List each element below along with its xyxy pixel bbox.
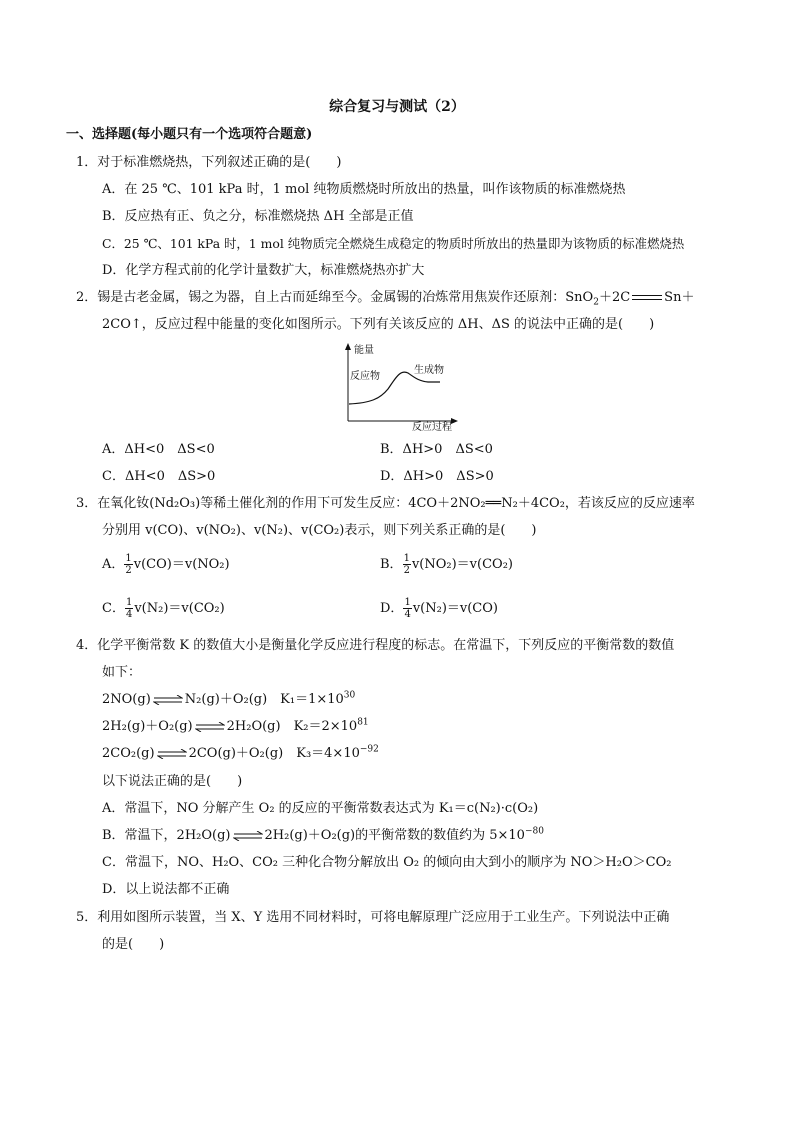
equilibrium-arrow-icon bbox=[157, 749, 187, 759]
equilibrium-arrow-icon bbox=[153, 695, 183, 705]
q1-stem: 1．对于标准燃烧热，下列叙述正确的是( ) bbox=[76, 155, 342, 170]
chart-x-label: 反应过程 bbox=[412, 422, 452, 433]
q2-stem: 2．锡是古老金属，锡之为器，自上古而延绵至今。金属锡的冶炼常用焦炭作还原剂：SnO$_2$＋2C Sn＋ bbox=[76, 290, 695, 308]
fraction bbox=[403, 597, 411, 620]
q4-option-b-right: 2H₂(g)＋O₂(g)的平衡常数的数值约为 5×10 bbox=[264, 828, 525, 843]
q2-stem-part3: Sn＋ bbox=[664, 290, 695, 305]
fraction bbox=[125, 597, 133, 620]
q3-option-a bbox=[102, 553, 230, 576]
reaction-3-exponent: −92 bbox=[359, 744, 379, 755]
q5-stem: 5．利用如图所示装置，当 X、Y 选用不同材料时，可将电解原理广泛应用于工业生产。下列说法中正确 bbox=[76, 910, 670, 925]
q2-stem-part1: 2．锡是古老金属，锡之为器，自上古而延绵至今。金属锡的冶炼常用焦炭作还原剂：SnO bbox=[76, 290, 594, 305]
q3-option-b-label: B． bbox=[380, 557, 403, 572]
q3-option-a-text: v(CO)＝v(NO₂) bbox=[133, 557, 230, 572]
q2-option-a: A．ΔH<0 ΔS<0 bbox=[102, 442, 215, 457]
q3-stem: 3．在氧化钕(Nd₂O₃)等稀土催化剂的作用下可发生反应：4CO＋2NO₂══N₂＋4CO₂，若该反应的反应速率 bbox=[76, 496, 695, 511]
fraction-denominator: 2 bbox=[403, 565, 410, 576]
q4-ask: 以下说法正确的是( ) bbox=[102, 774, 243, 789]
reaction-1-left: 2NO(g) bbox=[102, 692, 151, 707]
q3-option-d-text: v(N₂)＝v(CO) bbox=[412, 601, 498, 616]
equals-sign-icon bbox=[632, 293, 662, 303]
section-heading: 一、选择题(每小题只有一个选项符合题意) bbox=[66, 127, 313, 142]
q3-stem-line2: 分别用 v(CO)、v(NO₂)、v(N₂)、v(CO₂)表示，则下列关系正确的是( ) bbox=[102, 523, 537, 538]
q2-stem-part2: ＋2C bbox=[598, 290, 631, 305]
q4-reaction-2 bbox=[102, 718, 369, 736]
q3-option-b-text: v(NO₂)＝v(CO₂) bbox=[411, 557, 513, 572]
q2-option-d: D．ΔH>0 ΔS>0 bbox=[380, 469, 494, 484]
q3-option-c bbox=[102, 597, 225, 620]
q2-stem-line2: 2CO↑，反应过程中能量的变化如图所示。下列有关该反应的 ΔH、ΔS 的说法中正确的是( ) bbox=[102, 317, 655, 332]
q4-stem: 4．化学平衡常数 K 的数值大小是衡量化学反应进行程度的标志。在常温下，下列反应的平衡常数的数值 bbox=[76, 638, 675, 653]
fraction bbox=[124, 553, 132, 576]
fraction-denominator: 4 bbox=[404, 609, 411, 620]
q2-option-c: C．ΔH<0 ΔS>0 bbox=[102, 469, 216, 484]
q4-option-b-left: B．常温下，2H₂O(g) bbox=[102, 828, 231, 843]
reaction-3-right: 2CO(g)＋O₂(g) K₃＝4×10 bbox=[188, 746, 360, 761]
q4-stem-line2: 如下： bbox=[102, 665, 142, 680]
energy-diagram bbox=[340, 341, 460, 433]
q4-reaction-1 bbox=[102, 691, 355, 709]
q1-option-c: C．25 ℃、101 kPa 时，1 mol 纯物质完全燃烧生成稳定的物质时所放出的热量即为该物质的标准燃烧热 bbox=[102, 236, 685, 251]
q3-option-a-label: A． bbox=[102, 557, 125, 572]
q2-option-b: B．ΔH>0 ΔS<0 bbox=[380, 442, 493, 457]
reaction-2-right: 2H₂O(g) K₂＝2×10 bbox=[226, 719, 358, 734]
fraction-numerator: 1 bbox=[404, 597, 411, 608]
q4-option-b-exponent: −80 bbox=[524, 826, 544, 837]
fraction bbox=[403, 553, 411, 576]
q3-option-c-label: C． bbox=[102, 601, 125, 616]
reaction-1-right: N₂(g)＋O₂(g) K₁＝1×10 bbox=[184, 692, 344, 707]
fraction-denominator: 2 bbox=[125, 565, 132, 576]
reaction-1-exponent: 30 bbox=[343, 690, 356, 701]
reaction-3-left: 2CO₂(g) bbox=[102, 746, 155, 761]
q5-stem-line2: 的是( ) bbox=[102, 937, 165, 952]
q3-option-d-label: D． bbox=[380, 601, 404, 616]
q4-option-a: A．常温下，NO 分解产生 O₂ 的反应的平衡常数表达式为 K₁＝c(N₂)·c(O₂) bbox=[102, 801, 539, 816]
reaction-2-exponent: 81 bbox=[357, 717, 369, 728]
q3-option-b bbox=[380, 553, 513, 576]
chart-reactant-label: 反应物 bbox=[350, 371, 380, 382]
fraction-numerator: 1 bbox=[125, 597, 133, 608]
q1-option-a: A．在 25 ℃、101 kPa 时，1 mol 纯物质燃烧时所放出的热量，叫作该物质的标准燃烧热 bbox=[102, 182, 626, 197]
reaction-2-left: 2H₂(g)＋O₂(g) bbox=[102, 719, 193, 734]
equilibrium-arrow-icon bbox=[233, 831, 263, 841]
fraction-numerator: 1 bbox=[125, 553, 132, 564]
equilibrium-arrow-icon bbox=[195, 722, 225, 732]
fraction-denominator: 4 bbox=[125, 609, 133, 620]
q1-option-b: B．反应热有正、负之分，标准燃烧热 ΔH 全部是正值 bbox=[102, 209, 414, 224]
arrow-right-icon bbox=[451, 418, 458, 424]
fraction-numerator: 1 bbox=[403, 553, 410, 564]
arrow-up-icon bbox=[345, 343, 351, 350]
q4-option-c: C．常温下，NO、H₂O、CO₂ 三种化合物分解放出 O₂ 的倾向由大到小的顺序为 NO＞H₂O＞CO₂ bbox=[102, 855, 672, 870]
q3-option-c-text: v(N₂)＝v(CO₂) bbox=[134, 601, 225, 616]
q3-option-d bbox=[380, 597, 498, 620]
q4-option-b bbox=[102, 827, 544, 845]
q1-option-d: D．化学方程式前的化学计量数扩大，标准燃烧热亦扩大 bbox=[102, 263, 425, 278]
chart-product-label: 生成物 bbox=[414, 365, 444, 376]
q4-option-d: D．以上说法都不正确 bbox=[102, 882, 230, 897]
page-title: 综合复习与测试（2） bbox=[329, 99, 465, 115]
chart-y-label: 能量 bbox=[354, 345, 374, 356]
q4-reaction-3 bbox=[102, 745, 379, 763]
